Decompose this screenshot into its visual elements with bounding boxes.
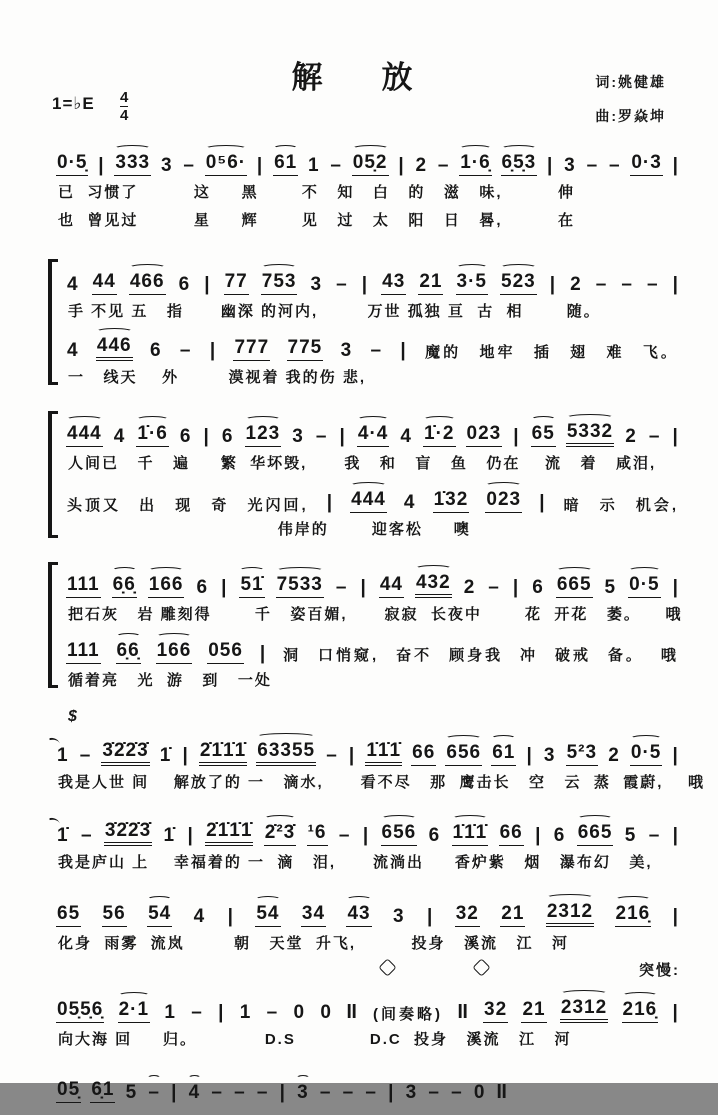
lyric-line: 化身 雨雾 流岚 朝 天堂 升飞, 投身 溪流 江 河: [58, 934, 570, 952]
note-group: 21: [418, 272, 443, 295]
note-group: –: [256, 1082, 269, 1104]
barline: |: [279, 1082, 286, 1104]
inline-lyric-text: (间奏略): [372, 1006, 443, 1023]
note-group: 5²3: [566, 743, 598, 766]
barline: |: [672, 273, 679, 295]
notation-system: [48, 138, 682, 233]
systems: [48, 138, 706, 1115]
inline-lyric-text: 奋不: [396, 647, 433, 664]
note-group: 216̣: [622, 1000, 659, 1023]
note-group: –: [336, 273, 348, 295]
time-signature-upper: 4: [120, 89, 129, 106]
note-group: 44: [379, 575, 404, 598]
note-group: –: [234, 1082, 246, 1104]
annotation-row: [54, 957, 682, 981]
note-group: –: [437, 155, 450, 177]
barline: ‖: [495, 1082, 509, 1104]
note-group: 05̣5̣6̣: [56, 1000, 104, 1023]
barline: |: [256, 155, 264, 177]
note-group: 3: [310, 273, 323, 295]
note-group: –: [183, 155, 195, 177]
note-group: 1̇: [57, 825, 69, 847]
inline-lyric-text: 备。: [607, 647, 644, 664]
note-group: 3·5: [456, 272, 488, 295]
barline: |: [326, 492, 334, 514]
barline: |: [672, 905, 679, 927]
note-group: –: [608, 155, 621, 177]
note-group: 1̇32: [433, 490, 470, 513]
note-group: 5: [624, 825, 637, 847]
note-group: 3̇2̇2̇3̇: [104, 821, 152, 846]
note-group: –: [148, 1082, 160, 1104]
note-group: –: [342, 1082, 355, 1104]
note-group: 0: [473, 1082, 486, 1104]
inline-lyric-text: 破戒: [554, 647, 591, 664]
notes-line: [54, 728, 682, 766]
barline: |: [672, 1001, 679, 1023]
barline: |: [348, 745, 356, 767]
note-group: 0⁵6·: [205, 153, 247, 176]
note-group: 2312: [546, 902, 594, 927]
note-group: 3: [543, 745, 556, 767]
notes-line: [64, 323, 682, 361]
inline-lyric-text: 机会,: [635, 496, 679, 514]
lyric-line: 向大海 回 归。 D.S D.C 投身 溪流 江 河: [58, 1030, 572, 1048]
notation-system: [48, 560, 682, 693]
lyric-line: 伟岸的 迎客松 噢: [68, 521, 471, 539]
note-group: 05̣: [56, 1080, 81, 1103]
barline: |: [227, 905, 234, 927]
composer-credit: 曲:罗焱坤: [595, 108, 666, 124]
lyric-line: 一 线天 外 漠视着 我的伤 悲,: [68, 368, 367, 386]
note-group: 05̣2: [352, 153, 389, 176]
note-group: –: [647, 273, 659, 295]
inline-lyric-text: 插: [533, 344, 552, 361]
barline: |: [672, 426, 679, 448]
note-group: 023: [485, 490, 522, 513]
barline: |: [203, 426, 210, 448]
note-group: 123: [245, 424, 282, 447]
note-group: 1̇: [159, 745, 172, 767]
barline: |: [512, 576, 520, 598]
tempo-marking: 突慢:: [639, 961, 680, 979]
note-group: 056: [207, 641, 244, 664]
note-group: 3: [297, 1082, 309, 1104]
barline: |: [362, 825, 370, 847]
note-group: 54: [147, 904, 172, 927]
lyric-line: 我是人世 间 解放了的 一 滴水, 看不尽 那 鹰击长 空 云 蒸 霞蔚, 哦: [58, 774, 706, 791]
inline-lyric-text: 现: [175, 496, 194, 514]
barline: |: [672, 825, 679, 847]
note-group: 111: [66, 641, 101, 664]
inline-lyric-text: 口悄窥,: [318, 647, 380, 664]
note-group: 216̣: [615, 904, 652, 927]
barline: ‖: [456, 1001, 471, 1023]
note-group: 2̇²3̇: [264, 823, 296, 846]
segno-sign: $: [68, 708, 77, 725]
note-group: 0·5: [628, 575, 660, 598]
note-group: 0·5: [630, 743, 662, 766]
note-group: 4: [188, 1082, 201, 1104]
note-group: 775: [287, 338, 324, 361]
note-group: 1̇1̇1̇: [452, 823, 489, 846]
notes-line: [64, 560, 682, 598]
system-bracket: [48, 261, 61, 384]
notes-line: [54, 138, 682, 176]
note-group: –: [330, 155, 342, 177]
note-group: –: [648, 825, 661, 847]
note-group: 6: [428, 825, 441, 847]
note-group: –: [365, 1082, 377, 1104]
note-group: –: [80, 825, 93, 847]
note-group: –: [266, 1001, 279, 1023]
inline-lyric-text: 难: [606, 344, 625, 361]
note-group: 656: [381, 823, 418, 846]
note-group: ¹6: [307, 823, 328, 846]
note-group: 4: [403, 492, 416, 514]
note-group: –: [451, 1082, 463, 1104]
note-group: 1̇·6: [136, 424, 168, 447]
barline: |: [209, 339, 217, 361]
note-group: 3: [393, 905, 405, 927]
note-group: 1·6̣: [459, 153, 491, 176]
note-group: 66: [411, 743, 436, 766]
note-group: 1: [239, 1001, 252, 1023]
note-group: 0·3: [630, 153, 662, 176]
coda-icon: [472, 958, 490, 976]
note-group: 1: [57, 745, 69, 767]
note-group: 6̣6̣: [116, 641, 141, 664]
note-group: 444: [350, 490, 387, 513]
inline-lyric-text: 地牢: [479, 344, 516, 361]
note-group: 43: [381, 272, 406, 295]
note-group: –: [211, 1082, 223, 1104]
note-group: 2̇1̇1̇1̇: [199, 741, 247, 766]
barline: |: [361, 273, 369, 295]
note-group: 6: [178, 273, 191, 295]
note-group: 5: [125, 1082, 138, 1104]
note-group: 6: [221, 426, 234, 448]
notation-system: [48, 808, 682, 874]
inline-lyric-text: 示: [599, 496, 618, 514]
notation-system: [48, 985, 682, 1051]
barline: |: [672, 576, 679, 598]
note-group: 656: [445, 743, 482, 766]
note-group: 5332: [566, 422, 614, 447]
song-title: 解 放: [291, 60, 427, 95]
note-group: –: [335, 576, 348, 598]
note-group: 3: [564, 155, 576, 177]
inline-lyric-text: 翅: [570, 344, 589, 361]
note-group: 6: [532, 576, 544, 598]
note-group: 2: [625, 426, 637, 448]
note-group: 32: [483, 1000, 508, 1023]
note-group: 43: [346, 904, 371, 927]
note-group: 21: [521, 1000, 546, 1023]
note-group: 111: [66, 575, 101, 598]
inline-lyric-text: 飞。: [642, 344, 679, 361]
note-group: 523: [500, 272, 537, 295]
note-group: –: [338, 825, 351, 847]
note-group: 4: [67, 273, 79, 295]
lyric-line: 手 不见 五 指 幽深 的河内, 万世 孤独 亘 古 相 随。: [68, 302, 601, 320]
note-group: 1̇: [163, 825, 176, 847]
barline: |: [539, 492, 546, 514]
barline: |: [259, 642, 267, 664]
note-group: 2̇1̇1̇1̇: [205, 821, 253, 846]
lyric-line: 我是庐山 上 幸福着的 一 滴 泪, 流淌出 香炉紫 烟 瀑布幻 美,: [58, 854, 653, 872]
barline: |: [221, 576, 228, 598]
notation-system: [48, 1065, 682, 1103]
note-group: –: [319, 1082, 332, 1104]
barline: |: [187, 825, 194, 847]
barline: |: [549, 273, 557, 295]
inline-lyric-text: 哦: [660, 647, 679, 664]
note-group: 4·4: [357, 424, 389, 447]
note-group: –: [648, 426, 661, 448]
note-group: 65: [531, 424, 556, 447]
barline: |: [398, 155, 405, 177]
lyric-line: 已 习惯了 这 黑 不 知 白 的 滋 味, 伸: [58, 184, 576, 201]
note-group: 3̇2̇2̇3̇: [101, 741, 149, 766]
lyric-line: 循着亮 光 游 到 一处: [68, 671, 272, 689]
note-group: 61: [491, 743, 516, 766]
notation-system: [48, 409, 682, 542]
inline-lyric-text: 冲: [520, 647, 539, 664]
notes-line: [54, 985, 682, 1023]
note-group: 2: [463, 576, 476, 598]
inline-lyric-text: 魔的: [425, 344, 462, 361]
notes-line: [64, 475, 682, 513]
note-group: 4: [193, 905, 206, 927]
inline-lyric-text: 光闪回,: [247, 496, 309, 514]
time-signature: [120, 90, 128, 123]
barline: |: [672, 745, 679, 767]
note-group: 34: [301, 904, 326, 927]
barline: |: [98, 155, 105, 177]
note-group: 66: [499, 823, 524, 846]
note-group: 665: [556, 575, 593, 598]
note-group: 54: [255, 904, 280, 927]
note-group: 446: [96, 336, 133, 361]
notes-line: [54, 889, 682, 927]
note-group: 3: [405, 1082, 418, 1104]
inline-lyric-text: 顾身我: [449, 647, 504, 664]
barline: |: [388, 1082, 395, 1104]
inline-lyric-text: 奇: [211, 496, 230, 514]
inline-lyric-text: 头顶又: [67, 496, 122, 514]
note-group: –: [586, 155, 599, 177]
inline-lyric-text: 洞: [283, 647, 302, 664]
key-signature: 1=♭E: [52, 94, 95, 113]
note-group: 777: [233, 338, 270, 361]
lyric-line: 把石灰 岩 雕刻得 千 姿百媚, 寂寂 长夜中 花 开花 萎。 哦: [68, 605, 683, 623]
note-group: 65: [56, 904, 81, 927]
note-group: 21: [500, 904, 525, 927]
note-group: –: [621, 273, 633, 295]
barline: ‖: [345, 1001, 359, 1023]
barline: |: [360, 576, 367, 598]
notes-line: [64, 409, 682, 447]
note-group: 44: [92, 272, 117, 295]
coda-icon: [378, 958, 396, 976]
barline: |: [547, 155, 554, 177]
note-group: –: [428, 1082, 440, 1104]
system-bracket: [48, 564, 61, 687]
barline: |: [513, 426, 520, 448]
note-group: 63355: [256, 741, 316, 766]
note-group: 4: [400, 426, 412, 448]
barline: |: [526, 745, 533, 767]
note-group: 1: [308, 155, 320, 177]
note-group: 1̇·2: [423, 424, 455, 447]
lyric-line: 人间已 千 遍 繁 华坏毁, 我 和 盲 鱼 仍在 流 着 咸泪,: [68, 455, 657, 472]
note-group: 665: [577, 823, 614, 846]
note-group: 61: [273, 153, 298, 176]
note-group: 0: [320, 1001, 332, 1023]
notes-line: [54, 1065, 510, 1103]
note-group: 51̇: [239, 575, 264, 598]
note-group: 2: [570, 273, 582, 295]
lyricist-credit: 词:姚健雄: [595, 74, 666, 90]
note-group: 333: [114, 153, 151, 176]
barline: |: [204, 273, 211, 295]
barline: |: [182, 745, 189, 767]
note-group: 7533: [276, 575, 324, 598]
barline: |: [171, 1082, 178, 1104]
notation-system: [48, 257, 682, 390]
system-bracket: [48, 413, 61, 536]
time-signature-lower: 4: [120, 107, 129, 124]
note-group: 166: [148, 575, 185, 598]
note-group: 6: [179, 426, 192, 448]
notation-system: [48, 889, 682, 981]
note-group: 4: [113, 426, 126, 448]
inline-lyric-text: 出: [139, 496, 158, 514]
note-group: 6: [553, 825, 566, 847]
barline: |: [672, 155, 679, 177]
note-group: 5: [604, 576, 617, 598]
note-group: 0·5̣: [56, 153, 88, 176]
note-group: –: [315, 426, 328, 448]
note-group: 444: [66, 424, 103, 447]
barline: |: [339, 426, 346, 448]
note-group: 4: [67, 339, 79, 361]
note-group: 2: [608, 745, 620, 767]
notation-system: [48, 708, 706, 794]
note-group: 56: [102, 904, 127, 927]
note-group: –: [370, 339, 383, 361]
note-group: 6̣6̣: [112, 575, 137, 598]
barline: |: [218, 1001, 225, 1023]
note-group: –: [191, 1001, 203, 1023]
notes-line: [64, 626, 682, 664]
note-group: 166: [156, 641, 193, 664]
note-group: 2312: [560, 998, 608, 1023]
note-group: –: [179, 339, 192, 361]
note-group: –: [595, 273, 608, 295]
note-group: 1: [164, 1001, 176, 1023]
note-group: 1̇1̇1̇: [365, 741, 402, 766]
note-group: 6: [149, 339, 162, 361]
note-group: 6̣1: [90, 1080, 115, 1103]
note-group: –: [488, 576, 500, 598]
note-group: 32: [455, 904, 480, 927]
inline-lyric-text: 暗: [563, 496, 582, 514]
notes-line: [64, 257, 682, 295]
note-group: –: [79, 745, 92, 767]
note-group: 2·1: [118, 1000, 150, 1023]
note-group: 023: [466, 424, 503, 447]
note-group: 3: [292, 426, 304, 448]
note-group: 753: [261, 272, 298, 295]
note-group: 3: [160, 155, 173, 177]
note-group: –: [326, 745, 338, 767]
note-group: 466: [129, 272, 166, 295]
note-group: 3: [340, 339, 353, 361]
note-group: 6: [196, 576, 209, 598]
lyric-line: 也 曾见过 星 辉 见 过 太 阳 日 晷, 在: [58, 212, 576, 230]
barline: |: [400, 339, 407, 361]
barline: |: [535, 825, 542, 847]
note-group: 0: [293, 1001, 306, 1023]
barline: |: [426, 905, 434, 927]
note-group: 432: [415, 573, 452, 598]
note-group: 6̣5̣3: [501, 153, 538, 176]
note-group: 2: [415, 155, 428, 177]
note-group: 77: [224, 272, 249, 295]
notes-line: [54, 808, 682, 846]
